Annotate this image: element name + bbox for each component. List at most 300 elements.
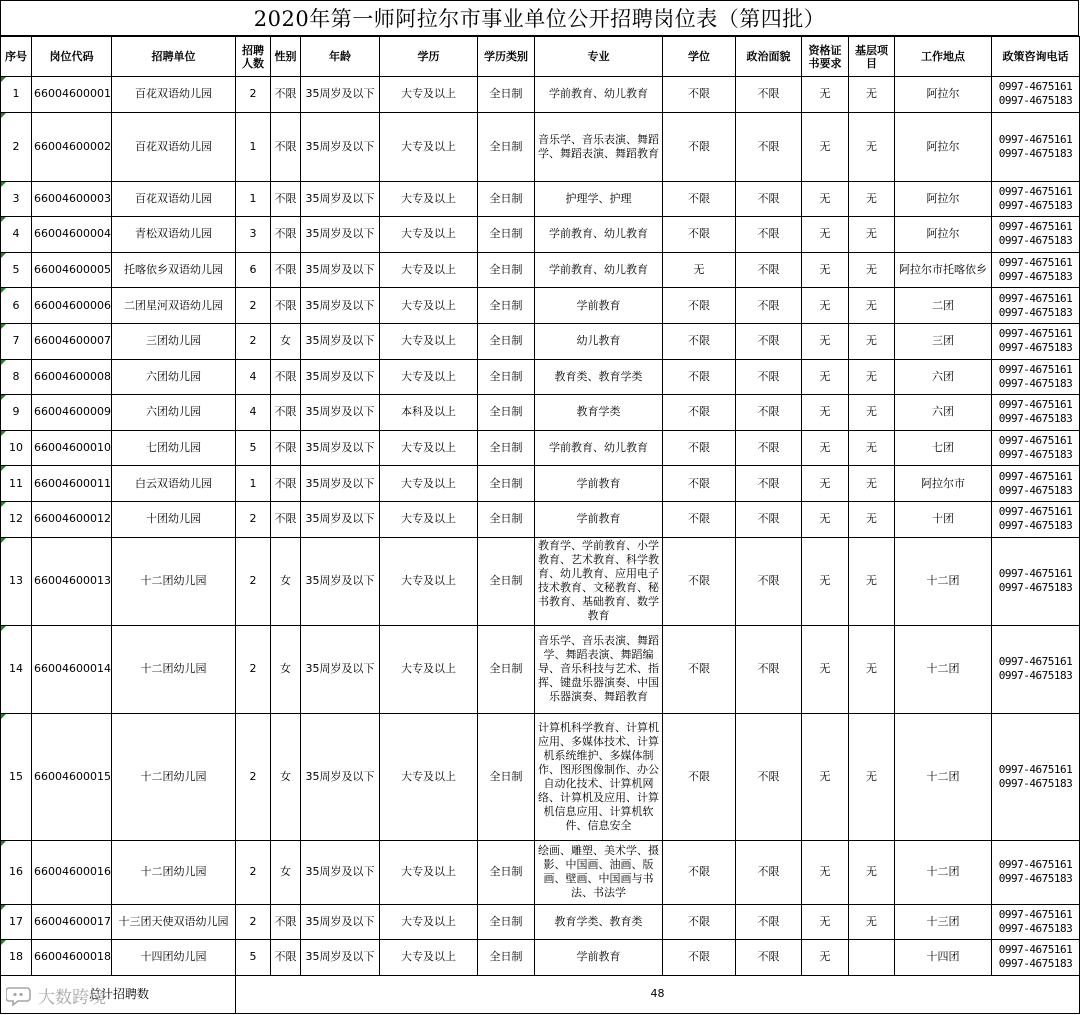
unit-cell: 百花双语幼儿园 xyxy=(112,77,236,113)
major-cell: 学前教育 xyxy=(535,466,663,502)
location-cell: 阿拉尔 xyxy=(895,217,992,253)
table-row xyxy=(1,395,1080,431)
certificate-cell: 无 xyxy=(802,466,849,502)
grassroots-cell: 无 xyxy=(849,323,895,359)
political-status-cell: 不限 xyxy=(736,625,802,713)
certificate-cell: 无 xyxy=(802,252,849,288)
column-header: 学位 xyxy=(663,37,736,77)
position-code-cell: 66004600013 xyxy=(32,537,112,625)
major-cell: 学前教育、幼儿教育 xyxy=(535,77,663,113)
unit-cell: 托喀依乡双语幼儿园 xyxy=(112,252,236,288)
headcount-cell: 2 xyxy=(236,323,271,359)
major-cell: 教育学类、教育类 xyxy=(535,904,663,940)
phone-line-2: 0997-4675183 xyxy=(998,198,1073,212)
seq-cell: 4 xyxy=(1,217,32,253)
major-cell: 学前教育、幼儿教育 xyxy=(535,217,663,253)
phone-line-2: 0997-4675183 xyxy=(998,305,1073,319)
education-cell: 大专及以上 xyxy=(380,537,478,625)
gender-cell: 不限 xyxy=(271,940,301,976)
certificate-cell: 无 xyxy=(802,537,849,625)
age-cell: 35周岁及以下 xyxy=(301,904,380,940)
phone-cell xyxy=(992,625,1080,713)
degree-cell: 不限 xyxy=(663,537,736,625)
total-row xyxy=(1,975,1080,1013)
phone-line-1: 0997-4675161 xyxy=(998,655,1073,669)
phone-cell xyxy=(992,904,1080,940)
unit-cell: 十二团幼儿园 xyxy=(112,840,236,904)
education-type-cell: 全日制 xyxy=(478,323,535,359)
phone-line-1: 0997-4675161 xyxy=(998,132,1073,146)
major-cell: 学前教育、幼儿教育 xyxy=(535,430,663,466)
header-row xyxy=(1,37,1080,77)
education-type-cell: 全日制 xyxy=(478,625,535,713)
phone-line-2: 0997-4675183 xyxy=(998,341,1073,355)
position-code-cell: 66004600018 xyxy=(32,940,112,976)
table-body xyxy=(1,77,1080,976)
political-status-cell: 不限 xyxy=(736,359,802,395)
phone-cell xyxy=(992,430,1080,466)
seq-cell: 1 xyxy=(1,77,32,113)
major-cell: 教育学类 xyxy=(535,395,663,431)
education-cell: 大专及以上 xyxy=(380,904,478,940)
age-cell: 35周岁及以下 xyxy=(301,537,380,625)
age-cell: 35周岁及以下 xyxy=(301,625,380,713)
education-cell: 大专及以上 xyxy=(380,77,478,113)
location-cell: 十二团 xyxy=(895,625,992,713)
unit-cell: 三团幼儿园 xyxy=(112,323,236,359)
watermark-text: 大数跨境 xyxy=(38,988,106,1008)
gender-cell: 不限 xyxy=(271,466,301,502)
phone-line-1: 0997-4675161 xyxy=(998,80,1073,94)
phone-line-2: 0997-4675183 xyxy=(998,872,1073,886)
education-type-cell: 全日制 xyxy=(478,359,535,395)
position-code-cell: 66004600012 xyxy=(32,501,112,537)
education-type-cell: 全日制 xyxy=(478,181,535,217)
location-cell: 六团 xyxy=(895,359,992,395)
degree-cell: 不限 xyxy=(663,217,736,253)
certificate-cell: 无 xyxy=(802,395,849,431)
table-row xyxy=(1,217,1080,253)
phone-line-2: 0997-4675183 xyxy=(998,146,1073,160)
age-cell: 35周岁及以下 xyxy=(301,840,380,904)
education-type-cell: 全日制 xyxy=(478,940,535,976)
unit-cell: 青松双语幼儿园 xyxy=(112,217,236,253)
education-type-cell: 全日制 xyxy=(478,217,535,253)
gender-cell: 不限 xyxy=(271,252,301,288)
certificate-cell: 无 xyxy=(802,217,849,253)
phone-line-2: 0997-4675183 xyxy=(998,581,1073,595)
major-cell: 学前教育 xyxy=(535,288,663,324)
major-cell: 音乐学、音乐表演、舞蹈学、舞蹈表演、舞蹈编导、音乐科技与艺术、指挥、键盘乐器演奏、中国乐器演奏、舞蹈教育 xyxy=(535,625,663,713)
phone-line-1: 0997-4675161 xyxy=(998,505,1073,519)
political-status-cell: 不限 xyxy=(736,466,802,502)
unit-cell: 十三团天使双语幼儿园 xyxy=(112,904,236,940)
phone-line-1: 0997-4675161 xyxy=(998,398,1073,412)
seq-cell: 10 xyxy=(1,430,32,466)
gender-cell: 不限 xyxy=(271,904,301,940)
table-row xyxy=(1,904,1080,940)
page-title: 2020年第一师阿拉尔市事业单位公开招聘岗位表（第四批） xyxy=(0,0,1079,36)
political-status-cell: 不限 xyxy=(736,430,802,466)
degree-cell: 不限 xyxy=(663,904,736,940)
headcount-cell: 4 xyxy=(236,359,271,395)
grassroots-cell: 无 xyxy=(849,359,895,395)
gender-cell: 女 xyxy=(271,323,301,359)
education-cell: 大专及以上 xyxy=(380,940,478,976)
grassroots-cell: 无 xyxy=(849,181,895,217)
position-code-cell: 66004600006 xyxy=(32,288,112,324)
position-code-cell: 66004600008 xyxy=(32,359,112,395)
political-status-cell: 不限 xyxy=(736,323,802,359)
phone-line-1: 0997-4675161 xyxy=(998,858,1073,872)
unit-cell: 六团幼儿园 xyxy=(112,359,236,395)
unit-cell: 十二团幼儿园 xyxy=(112,625,236,713)
column-header: 性别 xyxy=(271,37,301,77)
unit-cell: 百花双语幼儿园 xyxy=(112,181,236,217)
degree-cell: 不限 xyxy=(663,430,736,466)
major-cell: 音乐学、音乐表演、舞蹈学、舞蹈表演、舞蹈教育 xyxy=(535,112,663,181)
phone-line-2: 0997-4675183 xyxy=(998,957,1073,971)
gender-cell: 不限 xyxy=(271,77,301,113)
phone-cell xyxy=(992,252,1080,288)
age-cell: 35周岁及以下 xyxy=(301,323,380,359)
location-cell: 十四团 xyxy=(895,940,992,976)
degree-cell: 不限 xyxy=(663,359,736,395)
location-cell: 三团 xyxy=(895,323,992,359)
age-cell: 35周岁及以下 xyxy=(301,501,380,537)
age-cell: 35周岁及以下 xyxy=(301,181,380,217)
seq-cell: 16 xyxy=(1,840,32,904)
location-cell: 阿拉尔 xyxy=(895,112,992,181)
certificate-cell: 无 xyxy=(802,112,849,181)
education-cell: 大专及以上 xyxy=(380,840,478,904)
grassroots-cell: 无 xyxy=(849,288,895,324)
political-status-cell: 不限 xyxy=(736,904,802,940)
location-cell: 十二团 xyxy=(895,713,992,840)
age-cell: 35周岁及以下 xyxy=(301,713,380,840)
major-cell: 学前教育 xyxy=(535,501,663,537)
major-cell: 计算机科学教育、计算机应用、多媒体技术、计算机系统维护、多媒体制作、图形图像制作、办公自动化技术、计算机网络、计算机及应用、计算机信息应用、计算机软件、信息安全 xyxy=(535,713,663,840)
seq-cell: 12 xyxy=(1,501,32,537)
position-code-cell: 66004600004 xyxy=(32,217,112,253)
gender-cell: 不限 xyxy=(271,112,301,181)
unit-cell: 六团幼儿园 xyxy=(112,395,236,431)
gender-cell: 不限 xyxy=(271,395,301,431)
position-code-cell: 66004600014 xyxy=(32,625,112,713)
gender-cell: 女 xyxy=(271,713,301,840)
education-cell: 大专及以上 xyxy=(380,359,478,395)
certificate-cell: 无 xyxy=(802,940,849,976)
grassroots-cell: 无 xyxy=(849,466,895,502)
seq-cell: 13 xyxy=(1,537,32,625)
political-status-cell: 不限 xyxy=(736,537,802,625)
phone-line-2: 0997-4675183 xyxy=(998,669,1073,683)
column-header: 专业 xyxy=(535,37,663,77)
phone-cell xyxy=(992,112,1080,181)
phone-line-2: 0997-4675183 xyxy=(998,483,1073,497)
degree-cell: 不限 xyxy=(663,940,736,976)
unit-cell: 七团幼儿园 xyxy=(112,430,236,466)
seq-cell: 14 xyxy=(1,625,32,713)
degree-cell: 不限 xyxy=(663,466,736,502)
seq-cell: 9 xyxy=(1,395,32,431)
age-cell: 35周岁及以下 xyxy=(301,466,380,502)
major-cell: 幼儿教育 xyxy=(535,323,663,359)
headcount-cell: 2 xyxy=(236,501,271,537)
unit-cell: 十团幼儿园 xyxy=(112,501,236,537)
age-cell: 35周岁及以下 xyxy=(301,430,380,466)
certificate-cell: 无 xyxy=(802,77,849,113)
certificate-cell: 无 xyxy=(802,840,849,904)
certificate-cell: 无 xyxy=(802,288,849,324)
education-cell: 大专及以上 xyxy=(380,288,478,324)
unit-cell: 十二团幼儿园 xyxy=(112,537,236,625)
education-type-cell: 全日制 xyxy=(478,466,535,502)
location-cell: 十二团 xyxy=(895,537,992,625)
column-header: 基层项目 xyxy=(849,37,895,77)
education-type-cell: 全日制 xyxy=(478,430,535,466)
education-cell: 大专及以上 xyxy=(380,217,478,253)
certificate-cell: 无 xyxy=(802,713,849,840)
gender-cell: 不限 xyxy=(271,181,301,217)
seq-cell: 5 xyxy=(1,252,32,288)
seq-cell: 6 xyxy=(1,288,32,324)
headcount-cell: 3 xyxy=(236,217,271,253)
phone-line-1: 0997-4675161 xyxy=(998,256,1073,270)
headcount-cell: 2 xyxy=(236,713,271,840)
phone-line-1: 0997-4675161 xyxy=(998,762,1073,776)
degree-cell: 不限 xyxy=(663,288,736,324)
headcount-cell: 5 xyxy=(236,940,271,976)
table-row xyxy=(1,713,1080,840)
education-cell: 大专及以上 xyxy=(380,430,478,466)
location-cell: 阿拉尔 xyxy=(895,77,992,113)
headcount-cell: 1 xyxy=(236,112,271,181)
seq-cell: 18 xyxy=(1,940,32,976)
watermark xyxy=(6,983,106,1008)
seq-cell: 8 xyxy=(1,359,32,395)
grassroots-cell: 无 xyxy=(849,840,895,904)
location-cell: 七团 xyxy=(895,430,992,466)
headcount-cell: 1 xyxy=(236,181,271,217)
certificate-cell: 无 xyxy=(802,904,849,940)
column-header: 序号 xyxy=(1,37,32,77)
political-status-cell: 不限 xyxy=(736,288,802,324)
chat-bubble-logo-icon xyxy=(6,985,34,1007)
unit-cell: 十四团幼儿园 xyxy=(112,940,236,976)
table-row xyxy=(1,112,1080,181)
degree-cell: 不限 xyxy=(663,840,736,904)
grassroots-cell: 无 xyxy=(849,252,895,288)
column-header: 招聘人数 xyxy=(236,37,271,77)
phone-cell xyxy=(992,840,1080,904)
education-type-cell: 全日制 xyxy=(478,904,535,940)
grassroots-cell xyxy=(849,940,895,976)
position-code-cell: 66004600015 xyxy=(32,713,112,840)
table-row xyxy=(1,466,1080,502)
position-code-cell: 66004600005 xyxy=(32,252,112,288)
phone-line-1: 0997-4675161 xyxy=(998,362,1073,376)
degree-cell: 不限 xyxy=(663,112,736,181)
seq-cell: 7 xyxy=(1,323,32,359)
phone-line-1: 0997-4675161 xyxy=(998,907,1073,921)
table-row xyxy=(1,359,1080,395)
phone-line-2: 0997-4675183 xyxy=(998,519,1073,533)
headcount-cell: 2 xyxy=(236,904,271,940)
phone-cell xyxy=(992,217,1080,253)
phone-line-2: 0997-4675183 xyxy=(998,921,1073,935)
age-cell: 35周岁及以下 xyxy=(301,940,380,976)
phone-line-2: 0997-4675183 xyxy=(998,270,1073,284)
location-cell: 阿拉尔市托喀依乡 xyxy=(895,252,992,288)
education-cell: 大专及以上 xyxy=(380,625,478,713)
degree-cell: 不限 xyxy=(663,395,736,431)
certificate-cell: 无 xyxy=(802,501,849,537)
gender-cell: 不限 xyxy=(271,288,301,324)
major-cell: 护理学、护理 xyxy=(535,181,663,217)
education-type-cell: 全日制 xyxy=(478,252,535,288)
phone-line-1: 0997-4675161 xyxy=(998,567,1073,581)
education-type-cell: 全日制 xyxy=(478,395,535,431)
political-status-cell: 不限 xyxy=(736,713,802,840)
column-header: 学历 xyxy=(380,37,478,77)
headcount-cell: 2 xyxy=(236,77,271,113)
position-code-cell: 66004600010 xyxy=(32,430,112,466)
political-status-cell: 不限 xyxy=(736,217,802,253)
table-row xyxy=(1,501,1080,537)
unit-cell: 百花双语幼儿园 xyxy=(112,112,236,181)
position-code-cell: 66004600017 xyxy=(32,904,112,940)
phone-cell xyxy=(992,466,1080,502)
gender-cell: 女 xyxy=(271,537,301,625)
education-type-cell: 全日制 xyxy=(478,537,535,625)
phone-line-2: 0997-4675183 xyxy=(998,776,1073,790)
education-cell: 大专及以上 xyxy=(380,466,478,502)
education-type-cell: 全日制 xyxy=(478,288,535,324)
table-row xyxy=(1,940,1080,976)
phone-line-2: 0997-4675183 xyxy=(998,234,1073,248)
political-status-cell: 不限 xyxy=(736,252,802,288)
age-cell: 35周岁及以下 xyxy=(301,217,380,253)
headcount-cell: 2 xyxy=(236,625,271,713)
phone-cell xyxy=(992,940,1080,976)
location-cell: 十三团 xyxy=(895,904,992,940)
phone-line-2: 0997-4675183 xyxy=(998,448,1073,462)
position-code-cell: 66004600009 xyxy=(32,395,112,431)
degree-cell: 不限 xyxy=(663,323,736,359)
headcount-cell: 6 xyxy=(236,252,271,288)
location-cell: 二团 xyxy=(895,288,992,324)
certificate-cell: 无 xyxy=(802,430,849,466)
headcount-cell: 2 xyxy=(236,840,271,904)
position-code-cell: 66004600001 xyxy=(32,77,112,113)
seq-cell: 2 xyxy=(1,112,32,181)
grassroots-cell: 无 xyxy=(849,904,895,940)
grassroots-cell: 无 xyxy=(849,77,895,113)
phone-line-1: 0997-4675161 xyxy=(998,434,1073,448)
age-cell: 35周岁及以下 xyxy=(301,252,380,288)
phone-cell xyxy=(992,501,1080,537)
column-header: 岗位代码 xyxy=(32,37,112,77)
major-cell: 学前教育、幼儿教育 xyxy=(535,252,663,288)
position-code-cell: 66004600016 xyxy=(32,840,112,904)
major-cell: 学前教育 xyxy=(535,940,663,976)
table-row xyxy=(1,537,1080,625)
education-cell: 大专及以上 xyxy=(380,713,478,840)
column-header: 政治面貌 xyxy=(736,37,802,77)
major-cell: 教育类、教育学类 xyxy=(535,359,663,395)
grassroots-cell: 无 xyxy=(849,625,895,713)
table-row xyxy=(1,252,1080,288)
major-cell: 绘画、雕塑、美术学、摄影、中国画、油画、版画、壁画、中国画与书法、书法学 xyxy=(535,840,663,904)
column-header: 政策咨询电话 xyxy=(992,37,1080,77)
table-row xyxy=(1,323,1080,359)
education-type-cell: 全日制 xyxy=(478,713,535,840)
education-cell: 大专及以上 xyxy=(380,501,478,537)
location-cell: 六团 xyxy=(895,395,992,431)
table-row xyxy=(1,430,1080,466)
degree-cell: 不限 xyxy=(663,713,736,840)
seq-cell: 15 xyxy=(1,713,32,840)
phone-line-1: 0997-4675161 xyxy=(998,943,1073,957)
political-status-cell: 不限 xyxy=(736,112,802,181)
political-status-cell: 不限 xyxy=(736,395,802,431)
phone-line-2: 0997-4675183 xyxy=(998,376,1073,390)
phone-cell xyxy=(992,77,1080,113)
unit-cell: 二团星河双语幼儿园 xyxy=(112,288,236,324)
gender-cell: 不限 xyxy=(271,359,301,395)
grassroots-cell: 无 xyxy=(849,395,895,431)
column-header: 年龄 xyxy=(301,37,380,77)
grassroots-cell: 无 xyxy=(849,501,895,537)
headcount-cell: 5 xyxy=(236,430,271,466)
phone-line-2: 0997-4675183 xyxy=(998,412,1073,426)
headcount-cell: 4 xyxy=(236,395,271,431)
position-code-cell: 66004600011 xyxy=(32,466,112,502)
degree-cell: 不限 xyxy=(663,181,736,217)
column-header: 招聘单位 xyxy=(112,37,236,77)
headcount-cell: 2 xyxy=(236,288,271,324)
position-code-cell: 66004600007 xyxy=(32,323,112,359)
grassroots-cell: 无 xyxy=(849,217,895,253)
seq-cell: 11 xyxy=(1,466,32,502)
gender-cell: 女 xyxy=(271,625,301,713)
certificate-cell: 无 xyxy=(802,359,849,395)
age-cell: 35周岁及以下 xyxy=(301,112,380,181)
total-value: 48 xyxy=(236,975,1080,1013)
education-cell: 本科及以上 xyxy=(380,395,478,431)
phone-cell xyxy=(992,359,1080,395)
age-cell: 35周岁及以下 xyxy=(301,77,380,113)
phone-line-1: 0997-4675161 xyxy=(998,469,1073,483)
degree-cell: 无 xyxy=(663,252,736,288)
location-cell: 阿拉尔 xyxy=(895,181,992,217)
age-cell: 35周岁及以下 xyxy=(301,288,380,324)
table-row xyxy=(1,840,1080,904)
phone-cell xyxy=(992,713,1080,840)
phone-line-1: 0997-4675161 xyxy=(998,291,1073,305)
gender-cell: 不限 xyxy=(271,501,301,537)
phone-line-1: 0997-4675161 xyxy=(998,220,1073,234)
political-status-cell: 不限 xyxy=(736,840,802,904)
grassroots-cell: 无 xyxy=(849,112,895,181)
education-type-cell: 全日制 xyxy=(478,840,535,904)
political-status-cell: 不限 xyxy=(736,940,802,976)
location-cell: 阿拉尔市 xyxy=(895,466,992,502)
total-label: 总计招聘数 xyxy=(1,975,236,1013)
education-cell: 大专及以上 xyxy=(380,112,478,181)
grassroots-cell: 无 xyxy=(849,713,895,840)
